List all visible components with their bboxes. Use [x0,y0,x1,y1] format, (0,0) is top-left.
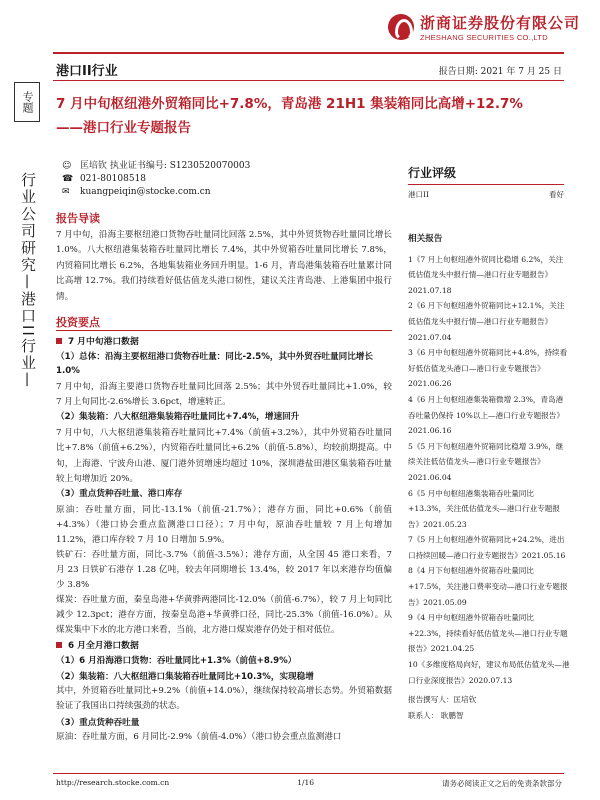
page-number: 1/16 [297,778,315,787]
report-title-line2: ——港口行业专题报告 [56,120,191,136]
square-bullet-icon [56,642,62,648]
june-point3-head: （3）重点货种吞吐量 [56,718,140,728]
related-item: 7《5 月上旬枢纽港外贸箱同比+24.2%，进出口持续回暖—港口行业专题报告》2021.05.16 [408,535,566,560]
related-reports [408,232,570,723]
related-item: 10《多维度格局向好，建议布局低估值龙头—港口行业深度报告》2020.07.13 [408,660,570,685]
footer-disclaimer: 请务必阅读正文之后的免责条款部分 [442,779,562,788]
phone-line: 021-80108518 [80,174,147,184]
rating-sector: 港口II [408,190,429,199]
related-item: 8《4 月下旬枢纽港外贸箱吞吐量同比+17.5%，关注港口费率变动—港口行业专题报告》2021.05.09 [408,566,568,607]
header-divider [53,52,564,54]
point3-iron: 铁矿石：吞吐量方面，同比-3.7%（前值-3.5%）；港存方面，从全国 45 港口来看，7 月 23 日铁矿石港存 1.28 亿吨，较去年同期增长 13.4%，较 2017 年以来港存均值偏少 3.8% [56,550,392,590]
section-june [56,638,139,651]
june-point2-head: （2）集装箱：八大枢纽港口集装箱吞吐量同比+10.3%，实现稳增 [56,672,314,682]
square-bullet-icon [56,338,62,344]
related-item: 6《5 月中旬枢纽港集装箱吞吐量同比+13.3%，关注低估值龙头—港口行业专题报告》2021.05.23 [408,488,560,529]
rating-panel [408,164,564,200]
phone-icon: ☎ [62,174,74,184]
related-item: 4《6 月上旬枢纽港集装箱微增 2.3%，青岛港吞吐量仍保持 10%以上—港口行业专题报告》2021.06.16 [408,394,564,436]
company-name-en: ZHESHANG SECURITIES CO.,LTD [420,33,548,42]
guide-text: 7 月中旬，沿海主要枢纽港口货物吞吐量同比回落 2.5%，其中外贸货物吞吐量同比增长 1.0%。八大枢纽港集装箱吞吐量同比增长 7.4%，其中外贸箱吞吐量同比增长 7.8%，内贸箱同比增长 6.2%，各地集装箱业务回升明显。1-6 月，青岛港集装箱吞吐量累计同比高增 12.7%。我们持续看好低估值龙头港口韧性，建议关注青岛港、上港集团中报行情。 [56,230,392,302]
page-footer [56,778,562,789]
company-logo-icon [388,14,414,40]
related-item: 2《6 月下旬枢纽港外贸箱同比+12.1%，关注低估值龙头中报行情—港口行业专题报告》2021.07.04 [408,301,565,342]
points-heading: 投资要点 [56,316,100,329]
point2-head: （2）集装箱：八大枢纽港集装箱吞吐量同比+7.4%，增速回升 [56,412,300,422]
point3-coal: 煤炭：吞吐量方面，秦皇岛港+华黄骅两港同比-12.0%（前值-6.7%），较 7 月上旬同比减少 12.3pct；港存方面，按秦皇岛港+华黄骅口径，同比-25.3%（前值-16.0%）。从煤炭集中下水的北方港口来看，当前，北方港口煤炭港存仍处于相对低位。 [56,595,392,635]
section-july-mid-label: 7 月中旬港口数据 [68,337,139,347]
report-title [56,92,576,140]
email-line[interactable]: kuangpeiqin@stocke.com.cn [80,187,211,197]
report-author: 报告撰写人：匡培钦 [408,695,477,705]
email-icon: ✉ [62,187,70,197]
point2-text: 7 月中旬，八大枢纽港集装箱吞吐量同比+7.4%（前值+3.2%），其中外贸箱吞吐量同比+7.8%（前值+6.2%），内贸箱吞吐量同比+6.2%（前值-5.8%），均较前期提高。中旬，上海港、宁波舟山港、厦门港外贸增速均超过 10%，深圳港盐田港区集装箱吞吐量较上旬增加近 20%。 [56,428,392,485]
related-item: 1《7 月上旬枢纽港外贸同比稳增 6.2%，关注低估值龙头中报行情—港口行业专题报告》2021.07.18 [408,254,564,295]
point3-head: （3）重点货种吞吐量、港口库存 [56,489,183,499]
june-point3-crude: 原油：吞吐量方面，6 月同比-2.9%（前值-4.0%）（港口协会重点监测港口 [56,732,342,742]
footer-url[interactable]: http://research.stocke.com.cn [56,778,170,787]
author-info [62,160,250,199]
footer-divider [53,773,564,774]
person-icon: ☺ [62,161,72,171]
header-divider-thin [53,80,564,81]
june-point2-text: 其中，外贸箱吞吐量同比+9.2%（前值+14.0%），继续保持较高增长态势。外贸箱数据验证了我国出口持续强劲的状态。 [56,686,392,712]
june-point1-head: （1）6 月沿海港口货物：吞吐量同比+1.3%（前值+8.9%） [56,656,297,666]
side-tab: 专题 [14,82,40,122]
related-heading: 相关报告 [408,234,443,244]
point1-text: 7 月中旬，沿海主要港口货物吞吐量同比回落 2.5%；其中外贸吞吐量同比+1.0%，较 7 月上旬同比-2.6%增长 3.6pct，增速转正。 [56,382,392,408]
point3-crude: 原油：吞吐量方面，同比-13.1%（前值-21.7%）；港存方面，同比+0.6%（前值+4.3%）（港口协会重点监测港口口径）；7 月中旬，原油吞吐量较 7 月上旬增加 11.2%，港口库存较 7 月 10 日增加 5.9%。 [56,505,392,545]
company-logo [388,12,580,42]
related-item: 5《5 月下旬枢纽港外贸箱同比稳增 3.9%，继续关注低估值龙头—港口行业专题报告》2021.06.04 [408,441,564,482]
guide-heading: 报告导读 [56,212,100,225]
report-contact: 联系人： 耿鹏智 [408,710,464,720]
related-item: 9《4 月中旬枢纽港外贸箱吞吐量同比+22.3%，持续看好低估值龙头—港口行业专题报告》2021.04.25 [408,613,568,654]
side-category-text: 行业公司研究—港口II行业— [19,172,37,389]
analyst-line: 匡培钦 执业证书编号: S1230520070003 [80,161,251,171]
point1-head: （1）总体：沿海主要枢纽港口货物吞吐量：同比-2.5%，其中外贸吞吐量同比增长 1.0% [56,352,373,376]
rating-heading: 行业评级 [408,166,457,180]
report-date: 报告日期: 2021 年 7 月 25 日 [438,67,562,77]
section-june-label: 6 月全月港口数据 [68,641,139,651]
industry-label: 港口II行业 [56,64,118,79]
related-item: 3《6 月中旬枢纽港外贸箱同比+4.8%，持续看好低估值龙头港口—港口行业专题报告》2021.06.26 [408,348,568,389]
report-title-line1: 7 月中旬枢纽港外贸箱同比+7.8%，青岛港 21H1 集装箱同比高增+12.7% [56,96,523,112]
points-divider [56,330,392,331]
rating-divider [408,184,564,185]
company-name-cn: 浙商证券股份有限公司 [420,14,581,32]
rating-value: 看好 [549,190,564,199]
section-july-mid [56,334,139,347]
